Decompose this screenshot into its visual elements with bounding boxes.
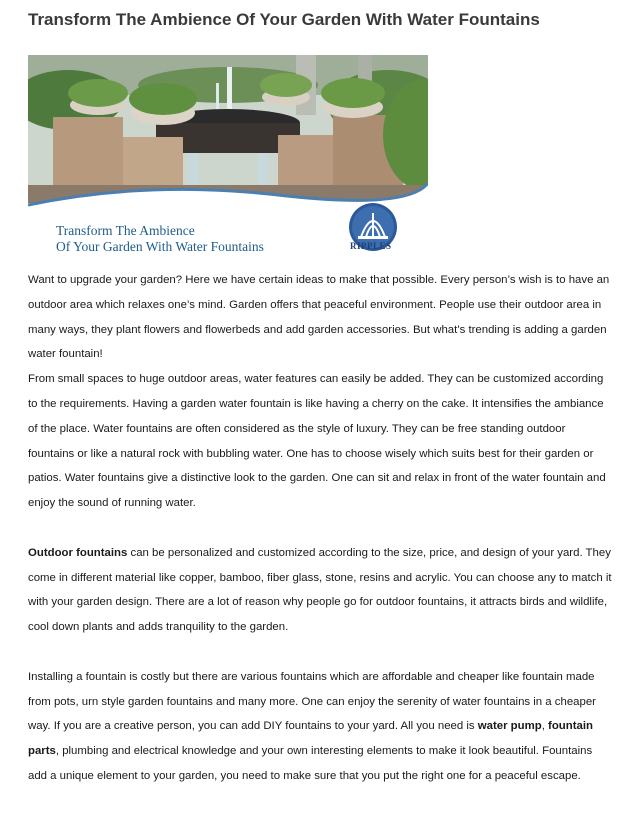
paragraph-installing — [28, 665, 612, 789]
outdoor-fountains-bold: Outdoor fountains — [28, 546, 128, 559]
fountain-parts-bold: fountain parts — [28, 720, 593, 758]
paragraph-intro: Want to upgrade your garden? Here we have certain ideas to make that possible. Every person’s wish is to have an outdoor area which relaxes one’s mind. Garden offers that peaceful environment. People use their outdoor area in many ways, they plant flowers and flowerbeds and add garden accessories. But what’s trending is adding a garden water fountain! — [28, 274, 610, 361]
installing-text-b: , plumbing and electrical knowledge and your own interesting elements to make it look beautiful. Fountains add a unique element to your garden, you need to make sure that you put the right one for a peaceful escape. — [28, 745, 593, 782]
hero-image — [28, 55, 428, 260]
ripples-logo: RIPPLES — [350, 241, 392, 251]
page-title: Transform The Ambience Of Your Garden With Water Fountains — [28, 10, 540, 29]
water-pump-bold: water pump — [477, 720, 542, 733]
article-body — [28, 268, 612, 789]
hero-caption-line1: Transform The Ambience — [56, 223, 195, 238]
paragraph-water-features: From small spaces to huge outdoor areas, water features can easily be added. They can be customized according to the requirements. Having a garden water fountain is like having a cherry on the cake. It intensifies the ambiance of the place. Water fountains are often considered as the style of luxury. They can be free standing outdoor fountains or like a natural rock with bubbling water. One has to choose wisely which suits best for their garden or patios. Water fountains give a distinctive look to the garden. One can sit and relax in front of the water fountain and enjoy the sound of running water. — [28, 373, 606, 510]
hero-caption-line2: Of Your Garden With Water Fountains — [56, 239, 264, 254]
installing-text-a: Installing a fountain is costly but there are various fountains which are affordable and cheaper like fountain made from pots, urn style garden fountains and many more. One can enjoy the serenity of water fountains in a cheaper way. If you are a creative person, you can add DIY fountains to your yard. All you need is — [28, 670, 596, 733]
paragraph-outdoor-fountains — [28, 541, 612, 640]
outdoor-fountains-text: can be personalized and customized according to the size, price, and design of your yard. They come in different material like copper, bamboo, fiber glass, stone, resins and acrylic. You can choose any to match it with your garden design. There are a lot of reason why people go for outdoor fountains, it attracts birds and wildlife, cool down plants and adds tranquility to the garden. — [28, 546, 612, 634]
installing-sep: , — [541, 720, 549, 733]
